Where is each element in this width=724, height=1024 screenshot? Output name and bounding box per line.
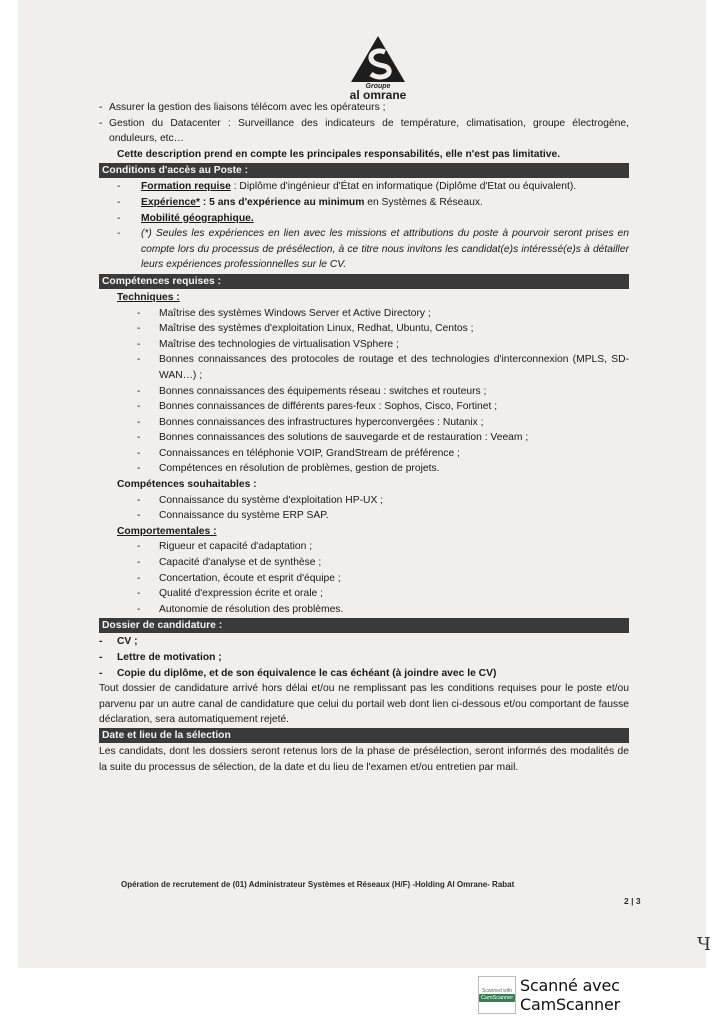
logo-subtitle: Groupe [365, 83, 391, 90]
list-item: - Concertation, écoute et esprit d'équipe ; [137, 572, 341, 584]
list-item: - Bonnes connaissances des solutions de sauvegarde et de restauration : Veeam ; [137, 432, 529, 444]
selection-text: Les candidats, dont les dossiers seront retenus lors de la phase de présélection, seront informés des modalités de la suite du processus de sélection, de la date et du lieu de l'examen et/ou entretien par mail. [99, 745, 629, 773]
page-number: 2 | 3 [624, 896, 641, 906]
al-omrane-logo-icon [349, 34, 407, 84]
section-header-dossier: Dossier de candidature : [99, 618, 629, 633]
company-logo [343, 34, 413, 101]
list-item: - Connaissances en téléphonie VOIP, GrandStream de préférence ; [137, 447, 460, 459]
list-item: - Autonomie de résolution des problèmes. [137, 603, 344, 615]
list-item: - Maîtrise des systèmes Windows Server et Active Directory ; [137, 307, 431, 319]
dossier-note: Tout dossier de candidature arrivé hors délai et/ou ne remplissant pas les conditions requises pour le poste et/ou parvenu par un autre canal de candidature que celui du portail web dont lien ci-dessous et/ou comportant de fausse déclaration, sera automatiquement rejeté. [99, 683, 629, 726]
condition-mobilite: - Mobilité géographique. [117, 212, 254, 224]
list-item: - Bonnes connaissances des équipements réseau : switches et routeurs ; [137, 385, 487, 397]
techniques-list [99, 306, 629, 478]
list-item: - Maîtrise des systèmes d'exploitation Linux, Redhat, Ubuntu, Centos ; [137, 323, 474, 335]
handwritten-initial: Ч [697, 934, 711, 955]
comportementales-title: Comportementales : [117, 525, 217, 537]
section-header-selection: Date et lieu de la sélection [99, 728, 629, 743]
intro-item: - Assurer la gestion des liaisons télécom avec les opérateurs ; [99, 102, 386, 113]
camscanner-badge-icon: Scanned with CamScanner [478, 976, 516, 1014]
list-item: - Bonnes connaissances des protocoles de routage et des technologies d'interconnexion (MPLS, SD-WAN…) ; [137, 354, 629, 381]
list-item: - Connaissance du système d'exploitation HP-UX ; [137, 494, 384, 506]
list-item: - Bonnes connaissances de différents pares-feux : Sophos, Cisco, Fortinet ; [137, 401, 498, 413]
souhaitables-title: Compétences souhaitables : [117, 479, 257, 491]
document-body [99, 100, 629, 775]
footer-text: Opération de recrutement de (01) Administrateur Systèmes et Réseaux (H/F) -Holding Al Omrane- Rabat [121, 880, 515, 889]
list-item: - Qualité d'expression écrite et orale ; [137, 588, 323, 600]
intro-note: Cette description prend en compte les principales responsabilités, elle n'est pas limitative. [117, 148, 561, 160]
condition-experience: - Expérience* : 5 ans d'expérience au minimum en Systèmes & Réseaux. [117, 196, 483, 208]
watermark-text: Scanné avec CamScanner [520, 976, 621, 1014]
intro-item: - Gestion du Datacenter : Surveillance des indicateurs de température, climatisation, groupe électrogène, onduleurs, etc… [99, 117, 629, 145]
condition-formation: - Formation requise : Diplôme d'ingénieur d'État en informatique (Diplôme d'Etat ou équivalent). [117, 181, 577, 193]
souhaitables-list [99, 493, 629, 524]
list-item: - Connaissance du système ERP SAP. [137, 510, 329, 522]
comportementales-list [99, 539, 629, 617]
techniques-title: Techniques : [117, 291, 180, 303]
dossier-item: - Copie du diplôme, et de son équivalence le cas échéant (à joindre avec le CV) [99, 667, 497, 679]
list-item: - Compétences en résolution de problèmes, gestion de projets. [137, 463, 440, 475]
dossier-item: - CV ; [99, 636, 138, 648]
condition-note: - (*) Seules les expériences en lien avec les missions et attributions du poste à pourvoir seront prises en compte lors du processus de présélection, à ce titre nous invitons les candidat(e)s intéressé(e)s à détailler leurs expériences professionnelles sur le CV. [117, 228, 629, 271]
camscanner-watermark [478, 975, 724, 1015]
list-item: - Rigueur et capacité d'adaptation ; [137, 541, 313, 553]
conditions-section [99, 179, 629, 273]
dossier-item: - Lettre de motivation ; [99, 652, 222, 663]
list-item: - Capacité d'analyse et de synthèse ; [137, 557, 322, 569]
logo-title: al omrane [349, 88, 407, 102]
section-header-competences: Compétences requises : [99, 274, 629, 289]
section-header-conditions: Conditions d'accès au Poste : [99, 163, 629, 178]
list-item: - Bonnes connaissances des infrastructures hyperconvergées : Nutanix ; [137, 416, 484, 428]
list-item: - Maîtrise des technologies de virtualisation VSphere ; [137, 338, 399, 350]
